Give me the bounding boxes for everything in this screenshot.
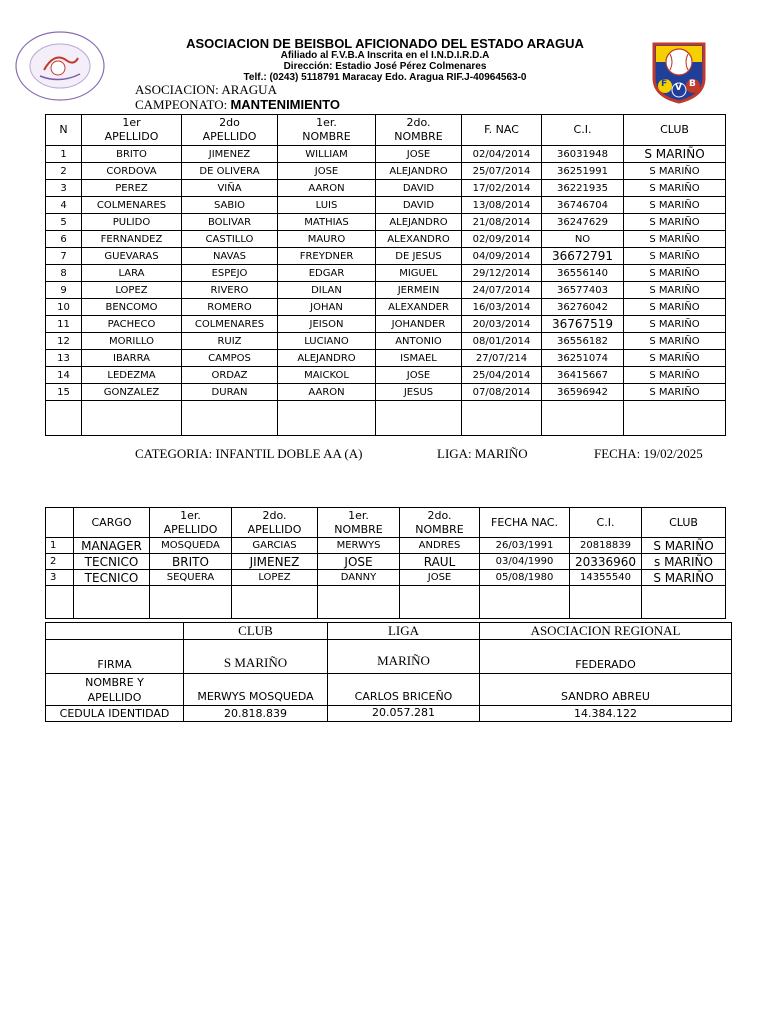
birth-date-cell: 16/03/2014	[462, 299, 542, 316]
id-number-cell: 36596942	[542, 384, 624, 401]
club-cell: S MARIÑO	[642, 570, 726, 586]
number-cell: 3	[46, 570, 74, 586]
second-name-cell: RAUL	[400, 554, 480, 570]
player-row	[46, 265, 726, 282]
id-number-cell: 36251074	[542, 350, 624, 367]
player-row	[46, 163, 726, 180]
second-surname-cell: NAVAS	[182, 248, 278, 265]
birth-date-cell: 25/04/2014	[462, 367, 542, 384]
id-number-cell: 36767519	[542, 316, 624, 333]
second-name-header-line2: NOMBRE	[394, 130, 443, 143]
first-name-cell: MATHIAS	[278, 214, 376, 231]
second-surname-header-line1: 2do.	[262, 508, 287, 522]
birth-date-header-line1: F. NAC	[484, 123, 519, 136]
nombre-label-line2: APELLIDO	[87, 690, 142, 704]
player-row	[46, 231, 726, 248]
staff-row	[46, 570, 726, 586]
birth-date-cell: 07/08/2014	[462, 384, 542, 401]
first-surname-cell: LOPEZ	[82, 282, 182, 299]
cedula-liga: 20.057.281	[328, 706, 480, 722]
club-blank-cell	[642, 586, 726, 619]
second-name-cell: DE JESUS	[376, 248, 462, 265]
number-cell: 7	[46, 248, 82, 265]
second-name-cell: ALEJANDRO	[376, 163, 462, 180]
fvb-letter-f: F	[661, 79, 668, 89]
fvb-letter-v: V	[675, 83, 682, 93]
second-name-cell: ANDRES	[400, 538, 480, 554]
second-surname-cell: COLMENARES	[182, 316, 278, 333]
id-number-cell: 36746704	[542, 197, 624, 214]
birth-date-cell: 05/08/1980	[480, 570, 570, 586]
club-cell: S MARIÑO	[624, 367, 726, 384]
number-cell: 1	[46, 146, 82, 163]
id-number-cell: 36577403	[542, 282, 624, 299]
second-surname-cell: ORDAZ	[182, 367, 278, 384]
number-blank-cell	[46, 401, 82, 436]
fecha-text: FECHA: 19/02/2025	[594, 446, 703, 461]
club-cell: S MARIÑO	[624, 214, 726, 231]
number-header	[46, 508, 74, 538]
first-surname-header-line1: 1er	[122, 116, 141, 129]
second-name-cell: ANTONIO	[376, 333, 462, 350]
club-cell: S MARIÑO	[624, 299, 726, 316]
player-row	[46, 214, 726, 231]
second-name-cell: JERMEIN	[376, 282, 462, 299]
first-surname-cell: IBARRA	[82, 350, 182, 367]
club-cell: S MARIÑO	[624, 146, 726, 163]
club-cell: S MARIÑO	[624, 350, 726, 367]
second-name-blank-cell	[400, 586, 480, 619]
birth-date-cell: 25/07/2014	[462, 163, 542, 180]
first-surname-cell: PULIDO	[82, 214, 182, 231]
birth-date-blank-cell	[462, 401, 542, 436]
club-cell: S MARIÑO	[624, 180, 726, 197]
second-name-header	[400, 508, 480, 538]
second-name-cell: JOSE	[376, 146, 462, 163]
first-surname-cell: MORILLO	[82, 333, 182, 350]
second-name-header-line1: 2do.	[406, 116, 431, 129]
number-cell: 3	[46, 180, 82, 197]
second-surname-cell: JIMENEZ	[182, 146, 278, 163]
first-surname-blank-cell	[150, 586, 232, 619]
first-name-blank-cell	[318, 586, 400, 619]
second-surname-cell: JIMENEZ	[232, 554, 318, 570]
number-header	[46, 115, 82, 146]
first-name-cell: AARON	[278, 180, 376, 197]
second-name-cell: MIGUEL	[376, 265, 462, 282]
club-cell: S MARIÑO	[624, 384, 726, 401]
first-surname-header-line2: APELLIDO	[163, 522, 218, 536]
sig-header-liga: LIGA	[328, 623, 480, 640]
second-surname-header-line1: 2do	[219, 116, 240, 129]
birth-date-cell: 27/07/214	[462, 350, 542, 367]
number-cell: 2	[46, 163, 82, 180]
number-cell: 1	[46, 538, 74, 554]
document-title: ASOCIACION DE BEISBOL AFICIONADO DEL ESTADO ARAGUA	[186, 36, 584, 51]
second-surname-cell: DE OLIVERA	[182, 163, 278, 180]
second-name-cell: ALEXANDRO	[376, 231, 462, 248]
first-name-cell: MAICKOL	[278, 367, 376, 384]
nombre-club: MERWYS MOSQUEDA	[184, 674, 328, 706]
second-surname-cell: SABIO	[182, 197, 278, 214]
number-cell: 11	[46, 316, 82, 333]
player-row	[46, 146, 726, 163]
first-name-header-line2: NOMBRE	[302, 130, 351, 143]
number-header-line1: N	[59, 123, 68, 136]
player-row	[46, 248, 726, 265]
nombre-liga: CARLOS BRICEÑO	[328, 674, 480, 706]
first-name-cell: ALEJANDRO	[278, 350, 376, 367]
second-surname-blank-cell	[182, 401, 278, 436]
first-name-cell: WILLIAM	[278, 146, 376, 163]
first-name-cell: DANNY	[318, 570, 400, 586]
id-number-cell: 36031948	[542, 146, 624, 163]
second-name-cell: DAVID	[376, 180, 462, 197]
id-number-header-line1: C.I.	[596, 515, 615, 529]
players-table	[45, 114, 726, 436]
first-name-cell: LUIS	[278, 197, 376, 214]
first-name-header	[278, 115, 376, 146]
id-number-header	[542, 115, 624, 146]
fvb-logo	[646, 38, 712, 104]
firma-liga: MARIÑO	[328, 640, 480, 674]
birth-date-blank-cell	[480, 586, 570, 619]
club-cell: S MARIÑO	[624, 163, 726, 180]
number-cell: 4	[46, 197, 82, 214]
second-name-cell: ALEXANDER	[376, 299, 462, 316]
id-number-cell: 20818839	[570, 538, 642, 554]
second-name-cell: ALEJANDRO	[376, 214, 462, 231]
number-blank-cell	[46, 586, 74, 619]
campeonato-label: CAMPEONATO:	[135, 97, 228, 112]
sig-corner-cell	[46, 623, 184, 640]
id-number-cell: 36247629	[542, 214, 624, 231]
first-surname-cell: COLMENARES	[82, 197, 182, 214]
id-number-cell: 20336960	[570, 554, 642, 570]
role-cell: TECNICO	[74, 554, 150, 570]
staff-row-blank	[46, 586, 726, 619]
second-surname-cell: VIÑA	[182, 180, 278, 197]
club-header-line1: CLUB	[669, 515, 698, 529]
birth-date-header	[462, 115, 542, 146]
id-number-cell: NO	[542, 231, 624, 248]
first-name-cell: JOHAN	[278, 299, 376, 316]
affiliation-line: Afiliado al F.V.B.A Inscrita en el I.N.D.I.R.D.A	[280, 50, 490, 61]
signatures-table	[45, 622, 732, 722]
id-number-cell: 36276042	[542, 299, 624, 316]
second-surname-cell: CAMPOS	[182, 350, 278, 367]
id-number-cell: 36556182	[542, 333, 624, 350]
birth-date-cell: 29/12/2014	[462, 265, 542, 282]
second-name-cell: JESUS	[376, 384, 462, 401]
first-surname-cell: FERNANDEZ	[82, 231, 182, 248]
birth-date-cell: 04/09/2014	[462, 248, 542, 265]
first-name-header	[318, 508, 400, 538]
first-surname-cell: LARA	[82, 265, 182, 282]
id-number-cell: 36415667	[542, 367, 624, 384]
second-surname-cell: RUIZ	[182, 333, 278, 350]
second-name-cell: JOSE	[376, 367, 462, 384]
second-surname-cell: ROMERO	[182, 299, 278, 316]
second-surname-cell: DURAN	[182, 384, 278, 401]
id-number-header-line1: C.I.	[573, 123, 592, 136]
club-cell: S MARIÑO	[624, 282, 726, 299]
player-row	[46, 316, 726, 333]
id-number-cell: 36221935	[542, 180, 624, 197]
staff-table	[45, 507, 726, 619]
first-surname-cell: SEQUERA	[150, 570, 232, 586]
cedula-label: CEDULA IDENTIDAD	[46, 706, 184, 722]
birth-date-header	[480, 508, 570, 538]
club-cell: s MARIÑO	[642, 554, 726, 570]
player-row	[46, 180, 726, 197]
number-cell: 5	[46, 214, 82, 231]
number-cell: 2	[46, 554, 74, 570]
id-number-cell: 36672791	[542, 248, 624, 265]
second-surname-header-line2: APELLIDO	[202, 130, 257, 143]
birth-date-cell: 21/08/2014	[462, 214, 542, 231]
staff-row	[46, 554, 726, 570]
first-name-cell: MERWYS	[318, 538, 400, 554]
fvb-letter-b: B	[689, 79, 696, 89]
number-cell: 6	[46, 231, 82, 248]
first-surname-cell: GUEVARAS	[82, 248, 182, 265]
first-name-cell: JEISON	[278, 316, 376, 333]
first-name-cell: AARON	[278, 384, 376, 401]
asociacion-row	[135, 82, 277, 98]
role-header-line1: CARGO	[91, 515, 132, 529]
club-cell: S MARIÑO	[624, 231, 726, 248]
club-blank-cell	[624, 401, 726, 436]
club-cell: S MARIÑO	[624, 265, 726, 282]
cedula-asociacion: 14.384.122	[480, 706, 732, 722]
first-name-cell: JOSE	[278, 163, 376, 180]
second-name-blank-cell	[376, 401, 462, 436]
role-cell: MANAGER	[74, 538, 150, 554]
categoria-text: CATEGORIA: INFANTIL DOBLE AA (A)	[135, 446, 363, 461]
second-name-header-line1: 2do.	[427, 508, 452, 522]
first-surname-cell: CORDOVA	[82, 163, 182, 180]
first-name-header-line1: 1er.	[316, 116, 337, 129]
second-surname-cell: GARCIAS	[232, 538, 318, 554]
birth-date-cell: 17/02/2014	[462, 180, 542, 197]
second-surname-cell: RIVERO	[182, 282, 278, 299]
club-header	[642, 508, 726, 538]
firma-asociacion: FEDERADO	[480, 640, 732, 674]
id-number-blank-cell	[570, 586, 642, 619]
club-cell: S MARIÑO	[624, 248, 726, 265]
role-blank-cell	[74, 586, 150, 619]
staff-row	[46, 538, 726, 554]
number-cell: 12	[46, 333, 82, 350]
second-surname-header	[232, 508, 318, 538]
first-name-blank-cell	[278, 401, 376, 436]
player-row	[46, 367, 726, 384]
number-cell: 10	[46, 299, 82, 316]
id-number-blank-cell	[542, 401, 624, 436]
nombre-label	[46, 674, 184, 706]
first-surname-cell: BENCOMO	[82, 299, 182, 316]
birth-date-cell: 02/09/2014	[462, 231, 542, 248]
number-cell: 8	[46, 265, 82, 282]
first-name-cell: DILAN	[278, 282, 376, 299]
id-number-cell: 36251991	[542, 163, 624, 180]
number-cell: 9	[46, 282, 82, 299]
id-number-cell: 14355540	[570, 570, 642, 586]
firma-club: S MARIÑO	[184, 640, 328, 674]
birth-date-cell: 03/04/1990	[480, 554, 570, 570]
asociacion-label: ASOCIACION:	[135, 82, 219, 97]
player-row-blank	[46, 401, 726, 436]
second-surname-header	[182, 115, 278, 146]
second-name-cell: JOHANDER	[376, 316, 462, 333]
player-row	[46, 197, 726, 214]
first-surname-cell: LEDEZMA	[82, 367, 182, 384]
role-cell: TECNICO	[74, 570, 150, 586]
asociacion-value: ARAGUA	[221, 82, 277, 97]
first-surname-header-line1: 1er.	[180, 508, 201, 522]
campeonato-value: MANTENIMIENTO	[230, 97, 341, 112]
first-name-cell: JOSE	[318, 554, 400, 570]
birth-date-cell: 26/03/1991	[480, 538, 570, 554]
id-number-header	[570, 508, 642, 538]
player-row	[46, 282, 726, 299]
birth-date-header-line1: FECHA NAC.	[491, 515, 558, 529]
first-name-header-line2: NOMBRE	[334, 522, 383, 536]
player-row	[46, 333, 726, 350]
first-surname-header-line2: APELLIDO	[104, 130, 159, 143]
birth-date-cell: 20/03/2014	[462, 316, 542, 333]
number-cell: 15	[46, 384, 82, 401]
club-header-line1: CLUB	[660, 123, 689, 136]
second-surname-header-line2: APELLIDO	[247, 522, 302, 536]
second-name-cell: ISMAEL	[376, 350, 462, 367]
player-row	[46, 384, 726, 401]
campeonato-row	[135, 97, 340, 113]
first-name-cell: MAURO	[278, 231, 376, 248]
club-header	[624, 115, 726, 146]
nombre-asociacion: SANDRO ABREU	[480, 674, 732, 706]
second-name-cell: JOSE	[400, 570, 480, 586]
second-surname-cell: BOLIVAR	[182, 214, 278, 231]
second-surname-cell: ESPEJO	[182, 265, 278, 282]
number-cell: 14	[46, 367, 82, 384]
sig-header-club: CLUB	[184, 623, 328, 640]
first-surname-cell: PEREZ	[82, 180, 182, 197]
second-name-cell: DAVID	[376, 197, 462, 214]
first-name-cell: LUCIANO	[278, 333, 376, 350]
cedula-club: 20.818.839	[184, 706, 328, 722]
first-name-cell: FREYDNER	[278, 248, 376, 265]
first-surname-cell: GONZALEZ	[82, 384, 182, 401]
club-cell: S MARIÑO	[642, 538, 726, 554]
address-line: Dirección: Estadio José Pérez Colmenares	[283, 61, 487, 72]
nombre-label-line1: NOMBRE Y	[85, 675, 144, 689]
first-surname-cell: PACHECO	[82, 316, 182, 333]
role-header	[74, 508, 150, 538]
first-surname-header	[82, 115, 182, 146]
staff-row-header	[46, 508, 726, 538]
birth-date-cell: 13/08/2014	[462, 197, 542, 214]
birth-date-cell: 24/07/2014	[462, 282, 542, 299]
first-surname-cell: MOSQUEDA	[150, 538, 232, 554]
second-surname-blank-cell	[232, 586, 318, 619]
first-name-header-line1: 1er.	[348, 508, 369, 522]
id-number-cell: 36556140	[542, 265, 624, 282]
sig-header-asociacion: ASOCIACION REGIONAL	[480, 623, 732, 640]
second-name-header	[376, 115, 462, 146]
second-name-header-line2: NOMBRE	[415, 522, 464, 536]
association-logo	[14, 30, 106, 102]
first-surname-header	[150, 508, 232, 538]
first-surname-cell: BRITO	[150, 554, 232, 570]
number-cell: 13	[46, 350, 82, 367]
first-surname-blank-cell	[82, 401, 182, 436]
first-name-cell: EDGAR	[278, 265, 376, 282]
club-cell: S MARIÑO	[624, 197, 726, 214]
liga-text: LIGA: MARIÑO	[437, 446, 528, 461]
birth-date-cell: 08/01/2014	[462, 333, 542, 350]
contact-line: Telf.: (0243) 5118791 Maracay Edo. Aragua RIF.J-40964563-0	[243, 72, 527, 83]
player-row	[46, 350, 726, 367]
player-row-header	[46, 115, 726, 146]
first-surname-cell: BRITO	[82, 146, 182, 163]
second-surname-cell: CASTILLO	[182, 231, 278, 248]
club-cell: S MARIÑO	[624, 333, 726, 350]
player-row	[46, 299, 726, 316]
club-cell: S MARIÑO	[624, 316, 726, 333]
firma-label: FIRMA	[46, 640, 184, 674]
birth-date-cell: 02/04/2014	[462, 146, 542, 163]
second-surname-cell: LOPEZ	[232, 570, 318, 586]
